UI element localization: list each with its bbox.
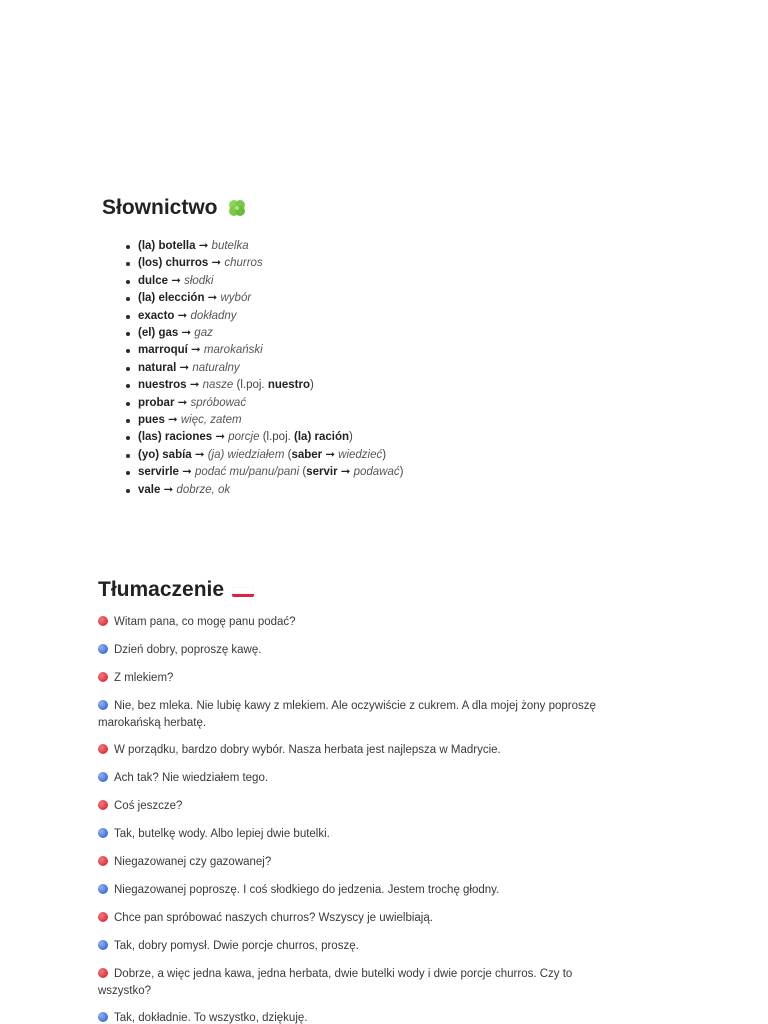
arrow-separator: ➞ [164,414,181,427]
arrow-separator: ➞ [178,327,195,340]
polish-translation: naturalny [192,361,240,374]
polish-translation: churros [224,257,263,270]
dialogue-line [98,614,613,631]
vocabulary-item [126,429,403,446]
dialogue-line [98,882,613,899]
spanish-term: marroquí [138,344,188,357]
arrow-separator: ➞ [176,361,193,374]
spanish-term: servirle [138,466,179,479]
dialogue-line [98,826,613,843]
dialogue-text: Niegazowanej czy gazowanej? [114,856,272,868]
dialogue-text: Coś jeszcze? [114,800,183,812]
red-circle-icon [98,744,108,754]
blue-circle-icon [98,772,108,782]
arrow-separator: ➞ [186,379,203,392]
dialogue-text: Dzień dobry, poproszę kawę. [114,644,262,656]
polish-translation: marokański [203,344,263,357]
vocabulary-item [126,238,403,255]
red-circle-icon [98,968,108,978]
dialogue-line [98,910,613,927]
polish-translation: dokładny [190,309,237,322]
vocabulary-section [102,192,622,496]
spanish-term: saber [291,448,323,461]
spanish-term: (la) botella [138,240,196,252]
note-text: ( [299,466,307,479]
vocabulary-item [126,395,403,412]
vocabulary-item [126,255,403,272]
dialogue-text: Z mlekiem? [114,672,174,684]
polish-translation: podawać [353,466,400,479]
vocabulary-item [126,325,403,342]
spanish-term: (yo) sabía [138,448,192,461]
red-circle-icon [98,912,108,922]
translation-title: Tłumaczenie [98,578,225,601]
polish-translation: gaz [194,327,213,340]
arrow-separator: ➞ [168,274,185,287]
arrow-separator: ➞ [337,466,354,479]
note-text: ) [399,466,404,479]
puzzle-piece-icon [226,197,248,219]
translation-heading [98,574,618,606]
poland-flag-icon [232,583,254,597]
red-circle-icon [98,616,108,626]
dialogue-line [98,798,613,815]
spanish-term: (los) churros [138,257,209,270]
dialogue-line [98,642,613,659]
note-text: ) [349,431,353,444]
vocabulary-item [126,412,403,429]
arrow-separator: ➞ [191,448,208,461]
blue-circle-icon [98,940,108,950]
spanish-term: dulce [138,274,169,287]
arrow-separator: ➞ [322,448,339,461]
polish-translation: porcje [228,431,260,444]
vocabulary-item [126,482,403,499]
blue-circle-icon [98,1012,108,1022]
polish-translation: (ja) wiedziałem [207,448,285,461]
note-text: ( [284,448,292,461]
blue-circle-icon [98,700,108,710]
dialogue-text: Tak, butelkę wody. Albo lepiej dwie butelki. [114,828,330,840]
dialogue-text: Nie, bez mleka. Nie lubię kawy z mlekiem. Ale oczywiście z cukrem. A dla mojej żony poproszę marokańską herbatę. [98,700,596,729]
dialogue-line [98,670,613,687]
spanish-term: (la) ración [294,431,349,444]
arrow-separator: ➞ [195,240,212,252]
arrow-separator: ➞ [212,431,229,444]
dialogue-text: Dobrze, a więc jedna kawa, jedna herbata, dwie butelki wody i dwie porcje churros. Czy to wszystko? [98,968,573,997]
vocabulary-item [126,360,403,377]
spanish-term: servir [306,466,338,479]
polish-translation: butelka [211,240,249,252]
polish-translation: spróbować [190,396,247,409]
spanish-term: (el) gas [138,327,179,340]
vocabulary-title: Słownictwo [102,196,218,219]
spanish-term: (la) elección [138,292,205,305]
dialogue-text: W porządku, bardzo dobry wybór. Nasza herbata jest najlepsza w Madrycie. [114,744,501,756]
spanish-term: exacto [138,309,175,322]
red-circle-icon [98,856,108,866]
vocabulary-item [126,308,403,325]
dialogue-text: Chce pan spróbować naszych churros? Wszyscy je uwielbiają. [114,912,433,924]
dialogue-line [98,770,613,787]
dialogue-line [98,854,613,871]
vocabulary-item [126,273,403,290]
vocabulary-item [126,447,403,464]
blue-circle-icon [98,644,108,654]
arrow-separator: ➞ [174,396,191,409]
arrow-separator: ➞ [187,344,204,357]
blue-circle-icon [98,828,108,838]
spanish-term: (las) raciones [138,431,213,444]
arrow-separator: ➞ [208,257,225,270]
spanish-term: vale [138,483,161,496]
note-text: ) [382,448,387,461]
red-circle-icon [98,800,108,810]
vocabulary-item [126,342,403,359]
spanish-term: probar [138,396,175,409]
polish-translation: wybór [220,292,252,305]
note-text: ) [309,379,314,392]
polish-translation: więc, zatem [180,414,242,427]
arrow-separator: ➞ [204,292,221,305]
note-text: (l.poj. [259,431,295,444]
dialogue-text: Tak, dokładnie. To wszystko, dziękuję. [114,1012,308,1024]
dialogue-text: Witam pana, co mogę panu podać? [114,616,296,628]
arrow-separator: ➞ [178,466,195,479]
vocabulary-item [126,290,403,307]
dialogue-line [98,938,613,955]
spanish-term: nuestros [138,379,187,392]
polish-translation: nasze [202,379,234,392]
spanish-term: natural [138,361,177,374]
blue-circle-icon [98,884,108,894]
dialogue-text: Ach tak? Nie wiedziałem tego. [114,772,269,784]
polish-translation: wiedzieć [338,448,383,461]
polish-translation: podać mu/panu/pani [194,466,300,479]
note-text: (l.poj. [233,379,268,392]
vocabulary-item [126,464,403,481]
dialogue-line [98,1010,613,1024]
dialogue-line [98,966,613,1000]
vocabulary-heading [102,192,622,224]
arrow-separator: ➞ [174,309,191,322]
polish-translation: słodki [184,274,214,287]
dialogue-line [98,698,613,732]
spanish-term: nuestro [267,379,310,392]
red-circle-icon [98,672,108,682]
spanish-term: pues [138,414,165,427]
arrow-separator: ➞ [160,483,177,496]
vocabulary-list [126,238,403,499]
dialogue-text: Tak, dobry pomysł. Dwie porcje churros, proszę. [114,940,359,952]
polish-translation: dobrze, ok [176,483,231,496]
dialogue-line [98,742,613,759]
translation-section [98,574,618,1024]
dialogue-text: Niegazowanej poproszę. I coś słodkiego do jedzenia. Jestem trochę głodny. [114,884,500,896]
vocabulary-item [126,377,403,394]
